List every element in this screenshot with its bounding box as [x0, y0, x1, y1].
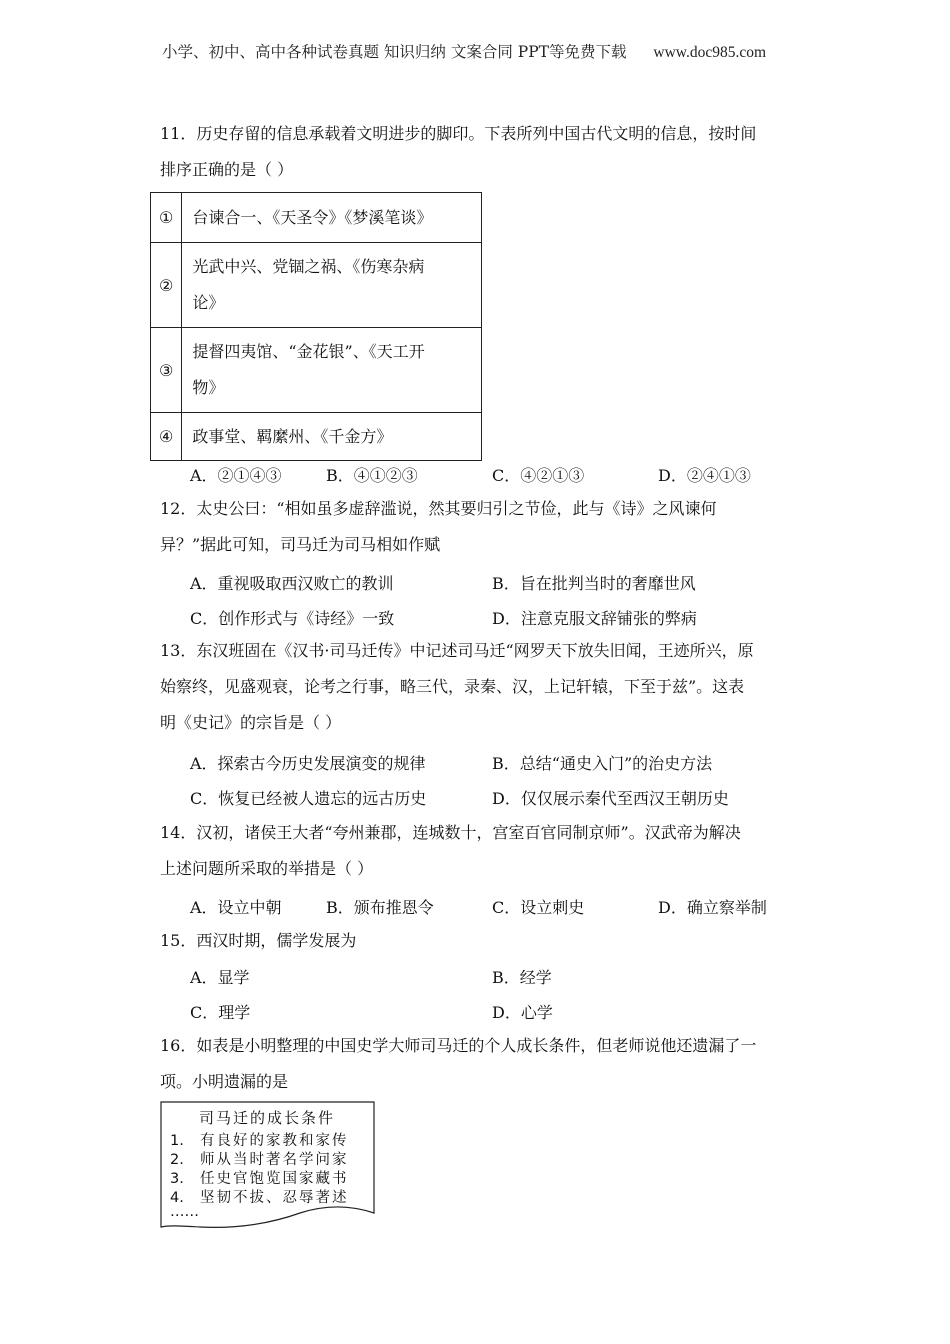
q12-stem-line2: 异？”据此可知，司马迁为司马相如作赋: [160, 535, 441, 554]
table-row-number: ③: [151, 328, 182, 413]
table-row-text-line: 论》: [192, 293, 225, 312]
table-row-text-line: 提督四夷馆、“金花银”、《天工开: [192, 342, 425, 361]
note-item-number: 2.: [170, 1152, 184, 1168]
note-item: [170, 1129, 349, 1150]
note-item-number: 1.: [170, 1133, 184, 1149]
q11-table: [150, 192, 482, 461]
table-row-number: ②: [151, 243, 182, 328]
question-14: [160, 815, 790, 887]
q15-option-d[interactable]: D．心学: [492, 1003, 553, 1022]
q11-stem-line1: 11．历史存留的信息承载着文明进步的脚印。下表所列中国古代文明的信息，按时间: [160, 124, 757, 143]
note-item-text: 有良好的家教和家传: [200, 1133, 349, 1149]
q12-option-d[interactable]: D．注意克服文辞铺张的弊病: [492, 609, 697, 628]
q13-option-c[interactable]: C．恢复已经被人遗忘的远古历史: [190, 789, 427, 808]
q13-stem-line2: 始察终，见盛观衰，论考之行事，略三代，录秦、汉，上记轩辕，下至于兹”。这表: [160, 677, 745, 696]
q13-option-b[interactable]: B．总结“通史入门”的治史方法: [492, 754, 713, 773]
table-row-text: [182, 328, 482, 413]
q15-stem-line1: 15．西汉时期，儒学发展为: [160, 931, 357, 950]
q15-option-a[interactable]: A．显学: [190, 968, 250, 987]
question-11: [160, 116, 790, 188]
q12-option-a[interactable]: A．重视吸取西汉败亡的教训: [190, 574, 394, 593]
page-header: [162, 40, 766, 62]
table-row-text-line: 物》: [192, 378, 225, 397]
note-item: [170, 1148, 349, 1169]
note-item-text: 任史官饱览国家藏书: [200, 1171, 349, 1187]
table-row-text: 政事堂、羁縻州、《千金方》: [182, 413, 482, 461]
q16-stem-line2: 项。小明遗漏的是: [160, 1072, 289, 1091]
note-item-number: 3.: [170, 1171, 184, 1187]
note-item-text: 坚韧不拔、忍辱著述: [200, 1190, 349, 1206]
note-item-text: 师从当时著名学问家: [200, 1152, 349, 1168]
question-12: [160, 491, 790, 563]
question-13: [160, 633, 790, 741]
header-text: 小学、初中、高中各种试卷真题 知识归纳 文案合同 PPT等免费下载: [162, 43, 627, 61]
table-row-text: [182, 243, 482, 328]
header-url[interactable]: www.doc985.com: [653, 44, 767, 61]
question-16: [160, 1028, 790, 1100]
note-title: 司马迁的成长条件: [198, 1109, 335, 1127]
q15-option-c[interactable]: C．理学: [190, 1003, 251, 1022]
question-15: [160, 923, 790, 959]
q12-option-c[interactable]: C．创作形式与《诗经》一致: [190, 609, 395, 628]
table-row-number: ④: [151, 413, 182, 461]
note-item: [170, 1167, 349, 1188]
q14-option-d[interactable]: D．确立察举制: [658, 898, 767, 917]
table-row: [151, 413, 482, 461]
table-row-text-line: 光武中兴、党锢之祸、《伤寒杂病: [192, 257, 425, 276]
q14-option-c[interactable]: C．设立刺史: [492, 898, 585, 917]
q11-stem-line2: 排序正确的是（ ）: [160, 160, 294, 179]
q11-option-c[interactable]: C．④②①③: [492, 466, 585, 485]
q13-stem-line3: 明《史记》的宗旨是（ ）: [160, 713, 342, 732]
q11-option-a[interactable]: A．②①④③: [190, 466, 282, 485]
q16-stem-line1: 16．如表是小明整理的中国史学大师司马迁的个人成长条件，但老师说他还遗漏了一: [160, 1036, 757, 1055]
table-row: [151, 328, 482, 413]
q12-option-b[interactable]: B．旨在批判当时的奢靡世风: [492, 574, 696, 593]
table-row-number: ①: [151, 193, 182, 243]
q11-option-d[interactable]: D．②④①③: [658, 466, 751, 485]
q12-stem-line1: 12．太史公曰：“相如虽多虚辞滥说，然其要归引之节俭，此与《诗》之风谏何: [160, 499, 717, 518]
q14-option-a[interactable]: A．设立中朝: [190, 898, 282, 917]
q14-option-b[interactable]: B．颁布推恩令: [326, 898, 434, 917]
growth-conditions-note: [160, 1101, 374, 1231]
q13-option-a[interactable]: A．探索古今历史发展演变的规律: [190, 754, 426, 773]
q14-stem-line2: 上述问题所采取的举措是（ ）: [160, 859, 374, 878]
note-item-number: 4.: [170, 1190, 184, 1206]
table-row: [151, 193, 482, 243]
table-row: [151, 243, 482, 328]
table-row-text: 台谏合一、《天圣令》《梦溪笔谈》: [182, 193, 482, 243]
q13-stem-line1: 13．东汉班固在《汉书·司马迁传》中记述司马迁“网罗天下放失旧闻，王迹所兴，原: [160, 641, 754, 660]
q13-option-d[interactable]: D．仅仅展示秦代至西汉王朝历史: [492, 789, 729, 808]
q11-option-b[interactable]: B．④①②③: [326, 466, 418, 485]
q15-option-b[interactable]: B．经学: [492, 968, 552, 987]
q14-stem-line1: 14．汉初，诸侯王大者“夸州兼郡，连城数十，宫室百官同制京师”。汉武帝为解决: [160, 823, 741, 842]
note-ellipsis: ……: [170, 1204, 199, 1220]
